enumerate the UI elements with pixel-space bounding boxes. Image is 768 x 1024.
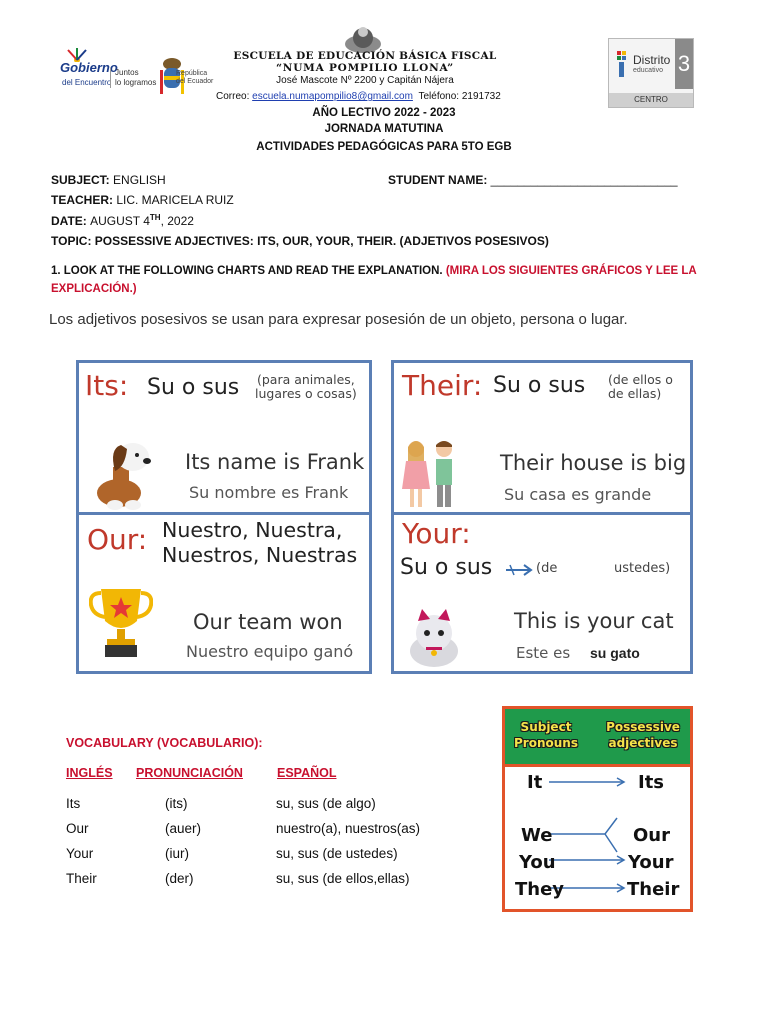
chart-its [76, 360, 372, 517]
student-label: STUDENT NAME: [388, 173, 488, 187]
pronouns-chart-header [505, 709, 690, 767]
explanation-sentence: Los adjetivos posesivos se usan para expresar posesión de un objeto, persona o lugar. [49, 311, 628, 328]
pronoun-they: They [515, 879, 565, 900]
subject-line [51, 173, 166, 187]
your-note-a: (de [536, 561, 558, 576]
vocab-spanish: su, sus (de ellos,ellas) [276, 871, 410, 886]
vocab-pronunciation: (auer) [165, 821, 202, 836]
distrito-word: Distrito [633, 53, 671, 67]
your-translation-b: su gato [590, 645, 640, 661]
pronoun-you: You [519, 852, 556, 873]
their-translation: Su casa es grande [504, 485, 652, 504]
school-address: José Mascote Nº 2200 y Capitán Nájera [276, 75, 454, 86]
topic-line [51, 234, 549, 248]
vocab-header-english: INGLÉS [66, 766, 113, 780]
chart-our [76, 512, 372, 674]
table-row [66, 866, 420, 891]
your-translation-a: Este es [516, 644, 571, 662]
chart-your [391, 512, 693, 674]
adjective-our: Our [633, 825, 670, 846]
school-year: AÑO LECTIVO 2022 - 2023 [312, 107, 456, 119]
pronoun-it: It [527, 772, 543, 793]
vocab-word: Its [66, 796, 81, 811]
date-suffix: TH [149, 213, 161, 222]
teacher-label: TEACHER: [51, 193, 113, 207]
vocabulary-title: VOCABULARY (VOCABULARIO): [66, 736, 263, 750]
its-note: (para animales, lugares o cosas) [255, 372, 357, 401]
vocab-spanish: nuestro(a), nuestros(as) [276, 821, 421, 836]
table-row [66, 816, 420, 841]
dog-icon [87, 437, 159, 511]
vocab-pronunciation: (iur) [165, 846, 189, 861]
email-label: Correo: [216, 91, 250, 102]
teacher-value: LIC. MARICELA RUIZ [116, 193, 234, 207]
adjective-your: Your [628, 852, 674, 873]
school-contact [216, 91, 501, 102]
phone-text: Teléfono: 2191732 [418, 91, 501, 102]
date-label: DATE: [51, 214, 87, 228]
school-block [215, 50, 515, 86]
possessive-adjectives-heading: Possessive adjectives [606, 720, 680, 750]
gov-logo-word: Gobierno [60, 60, 118, 75]
their-title: Their: [402, 369, 483, 402]
distrito-centro: CENTRO [609, 93, 693, 107]
trophy-icon [89, 583, 153, 663]
vocab-spanish: su, sus (de ustedes) [276, 846, 398, 861]
gov-logo-sub: del Encuentro [62, 78, 112, 87]
its-example: Its name is Frank [185, 450, 365, 474]
our-example: Our team won [193, 610, 343, 634]
vocabulary-table [66, 791, 420, 891]
its-translation: Su nombre es Frank [189, 483, 349, 502]
table-row [66, 791, 420, 816]
chart-their [391, 360, 693, 517]
activities-title: ACTIVIDADES PEDAGÓGICAS PARA 5TO EGB [256, 141, 512, 153]
subject-value: ENGLISH [113, 173, 166, 187]
your-note-b: ustedes) [614, 561, 671, 576]
school-name-2: “NUMA POMPILIO LLONA” [275, 62, 455, 74]
your-meaning: Su o sus [400, 555, 493, 580]
government-logo [58, 48, 214, 108]
school-name: ESCUELA DE EDUCACIÓN BÁSICA FISCAL [233, 50, 497, 62]
distrito-mark-icon [615, 49, 629, 79]
topic-value: POSSESSIVE ADJECTIVES: ITS, OUR, YOUR, THEIR. (ADJETIVOS POSESIVOS) [94, 234, 549, 248]
our-meaning: Nuestro, Nuestra, Nuestros, Nuestras [162, 518, 358, 567]
their-meaning: Su o sus [493, 373, 586, 398]
adjective-its: Its [638, 772, 665, 793]
vocab-word: Their [66, 871, 97, 886]
their-note: (de ellos o de ellas) [608, 372, 673, 401]
its-title: Its: [85, 369, 129, 402]
couple-icon [400, 437, 460, 511]
subject-pronouns-heading: Subject Pronouns [514, 720, 578, 750]
vocab-pronunciation: (its) [165, 796, 188, 811]
date-line [51, 213, 194, 228]
date-value [90, 214, 194, 228]
instruction-en: 1. LOOK AT THE FOLLOWING CHARTS AND READ THE EXPLANATION. [51, 265, 443, 277]
arrow-icon [504, 563, 534, 577]
distrito-logo [608, 38, 694, 108]
topic-label: TOPIC: [51, 234, 92, 248]
teacher-line [51, 193, 234, 207]
subject-label: SUBJECT: [51, 173, 110, 187]
student-name-blank[interactable]: ____________________________ [490, 173, 678, 187]
distrito-sub: educativo [633, 67, 663, 74]
pronouns-chart [502, 706, 693, 912]
instruction [51, 262, 721, 298]
gov-logo-tag: Juntos lo logramos [110, 68, 156, 88]
vocab-spanish: su, sus (de algo) [276, 796, 376, 811]
republic-text: República del Ecuador [176, 70, 214, 85]
email-link[interactable]: escuela.numapompilio8@gmail.com [252, 91, 413, 102]
vocab-pronunciation: (der) [165, 871, 194, 886]
vocab-word: Your [66, 846, 94, 861]
vocab-header-spanish: ESPAÑOL [277, 766, 337, 780]
our-title: Our: [87, 523, 148, 556]
date-year: , 2022 [160, 214, 194, 228]
cat-icon [404, 609, 464, 669]
their-example: Their house is big [500, 451, 687, 475]
date-main: AUGUST 4 [90, 214, 150, 228]
school-shift: JORNADA MATUTINA [324, 123, 444, 135]
vocab-word: Our [66, 821, 89, 836]
vocab-header-pronunciation: PRONUNCIACIÓN [136, 766, 243, 780]
your-title: Your: [402, 517, 471, 550]
table-row [66, 841, 420, 866]
student-name-line [388, 173, 678, 187]
distrito-number: 3 [675, 39, 693, 89]
your-example: This is your cat [514, 609, 674, 633]
our-translation: Nuestro equipo ganó [186, 642, 354, 661]
adjective-their: Their [627, 879, 680, 900]
instruction-es: (MIRA LOS SIGUIENTES GRÁFICOS Y LEE LA EXPLICACIÓN.) [51, 265, 697, 295]
its-meaning: Su o sus [147, 375, 240, 400]
pronoun-we: We [521, 825, 553, 846]
